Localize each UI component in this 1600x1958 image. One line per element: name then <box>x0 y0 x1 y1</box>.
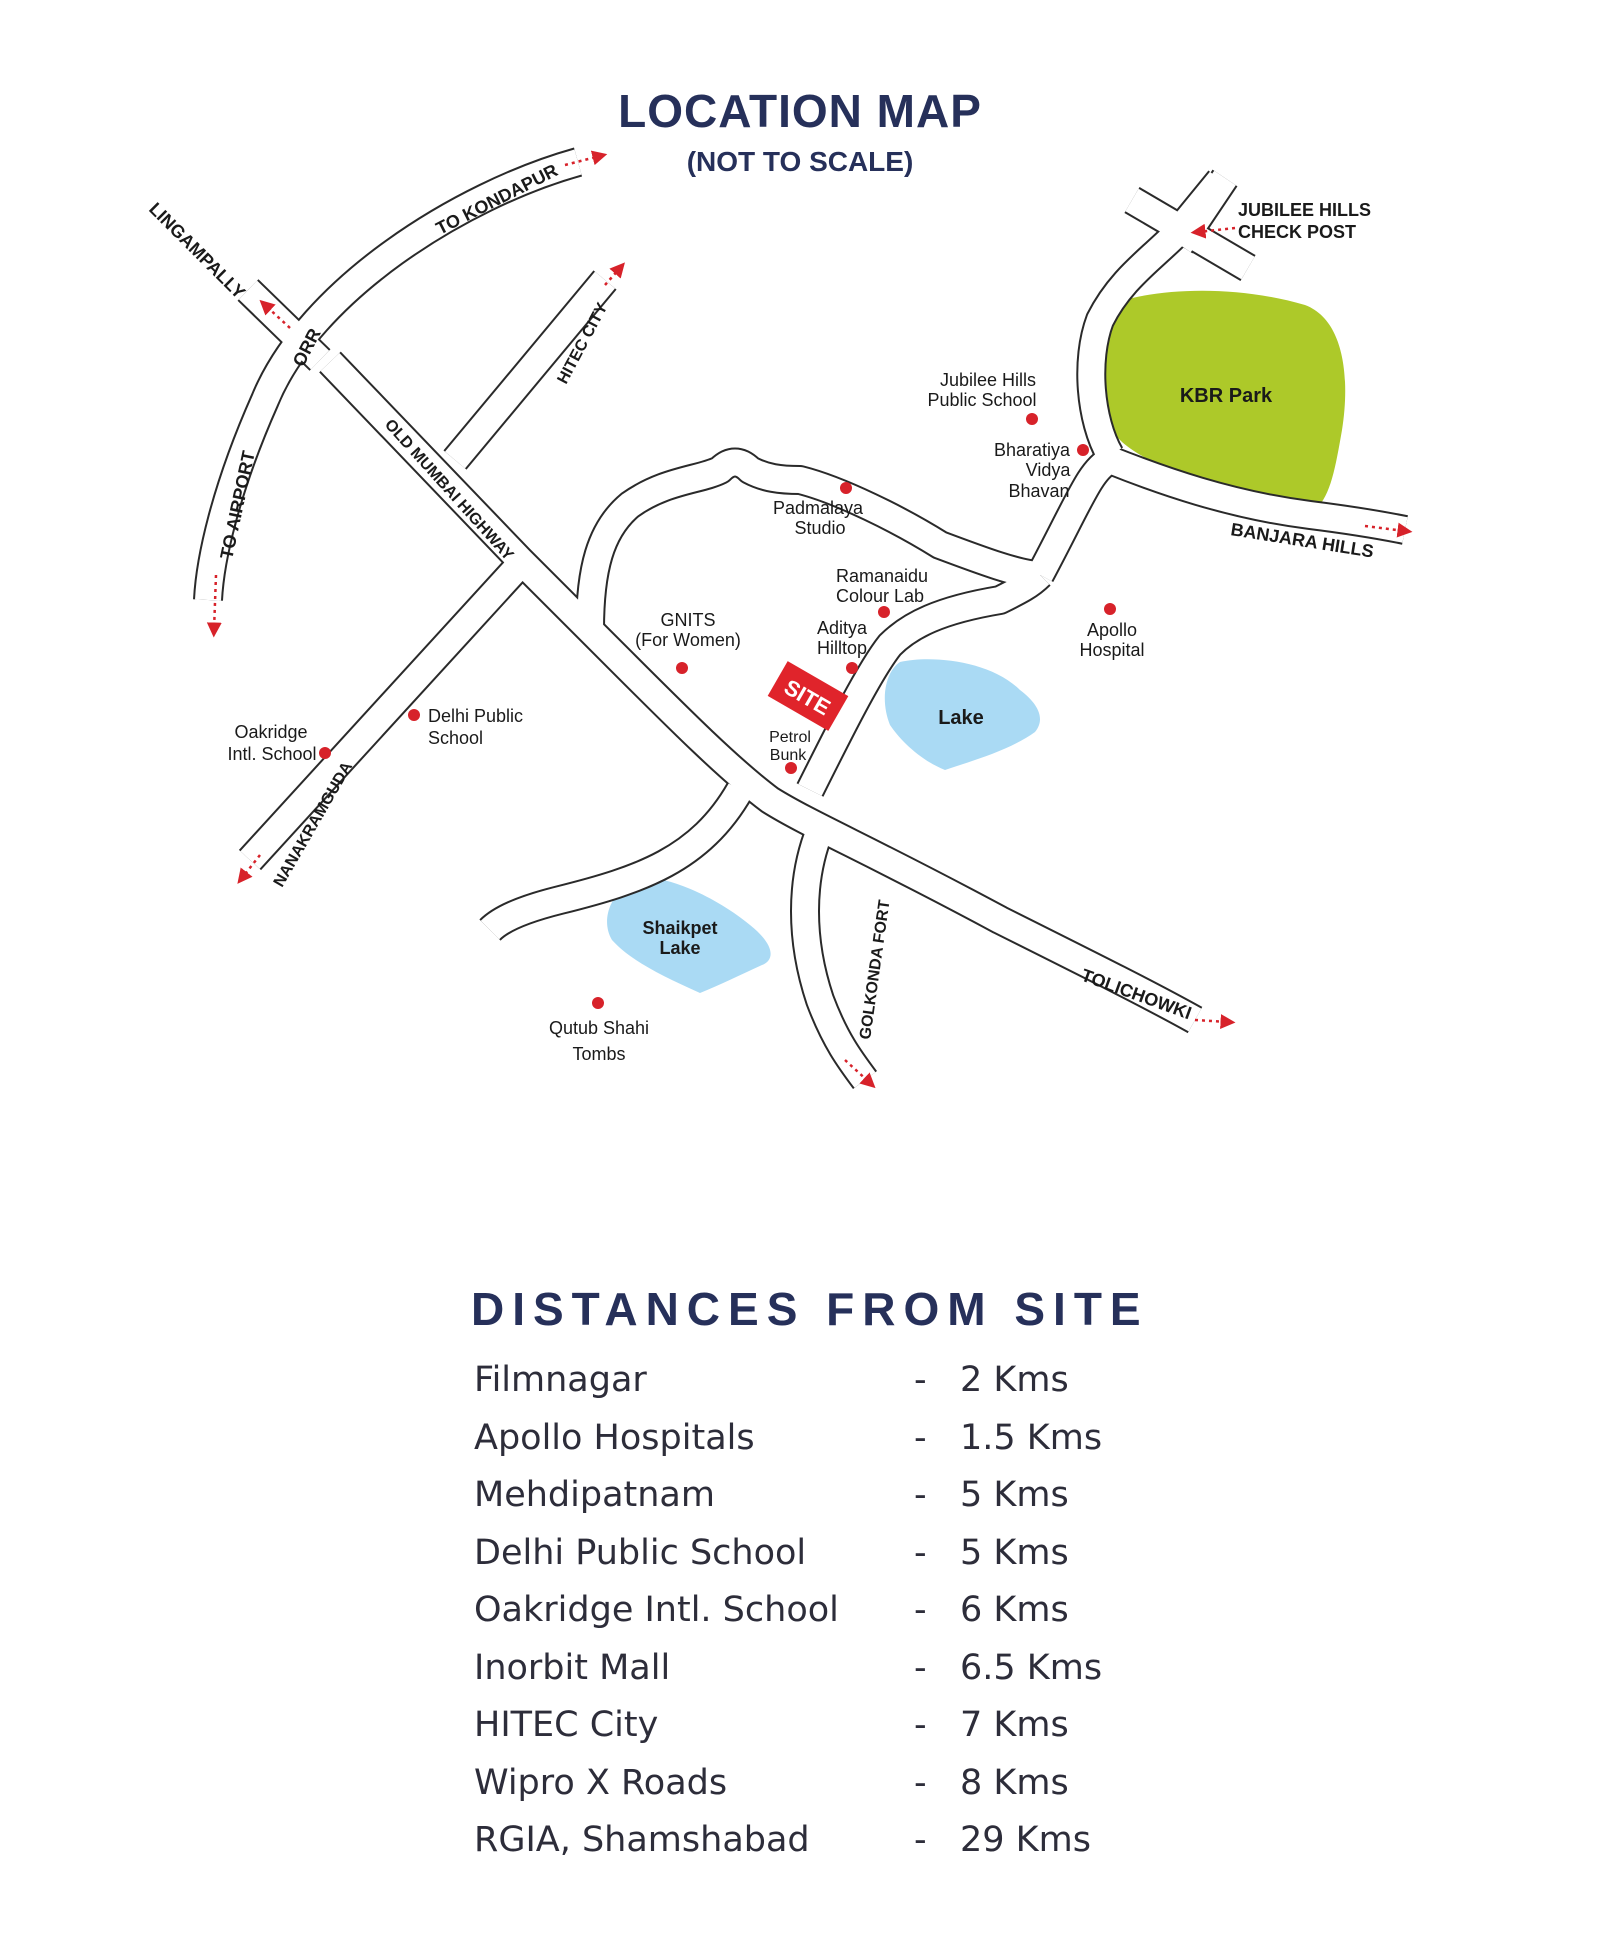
distance-place: Delhi Public School <box>474 1532 807 1573</box>
road-label-hitec-city: HITEC CITY <box>554 300 612 387</box>
label-aditya-2: Hilltop <box>816 638 868 658</box>
label-delhi-ps-2: School <box>428 728 484 748</box>
marker-qutub-shahi-tombs <box>592 997 604 1009</box>
distance-value: 7 Kms <box>960 1705 1069 1745</box>
page-title: LOCATION MAP <box>618 85 982 137</box>
distance-place: Apollo Hospitals <box>474 1417 755 1458</box>
distance-value: 29 Kms <box>960 1820 1091 1860</box>
distance-row <box>474 1533 1174 1591</box>
distance-place: Oakridge Intl. School <box>474 1590 839 1630</box>
label-ramanaidu-1: Ramanaidu <box>835 566 929 586</box>
distance-row <box>474 1418 1174 1476</box>
distances-list <box>474 1360 1174 1878</box>
label-aditya-1: Aditya <box>816 618 868 638</box>
arrow-tolichowki <box>1195 1020 1228 1022</box>
distance-separator: - <box>914 1532 927 1573</box>
marker-aditya-hilltop <box>846 662 858 674</box>
area-label-shaikpet-1: Shaikpet <box>642 918 718 938</box>
distance-value: 1.5 Kms <box>960 1417 1103 1458</box>
distance-value: 8 Kms <box>960 1762 1069 1803</box>
distance-separator: - <box>914 1705 927 1745</box>
area-label-lake: Lake <box>938 707 984 729</box>
distance-value: 6 Kms <box>960 1590 1069 1630</box>
marker-oakridge-school <box>319 747 331 759</box>
label-gnits-2: (For Women) <box>635 630 741 650</box>
label-qutub-2: Tombs <box>572 1044 626 1064</box>
marker-delhi-public-school <box>408 709 420 721</box>
distance-row <box>474 1590 1174 1648</box>
distance-row <box>474 1360 1174 1418</box>
distance-value: 5 Kms <box>960 1532 1069 1573</box>
distance-row <box>474 1648 1174 1706</box>
marker-ramanaidu-colour-lab <box>878 606 890 618</box>
distance-separator: - <box>914 1647 927 1688</box>
site-label: SITE <box>779 674 835 721</box>
distance-place: Mehdipatnam <box>474 1475 715 1515</box>
distance-row <box>474 1475 1174 1533</box>
road-label-orr: ORR <box>288 325 325 370</box>
distances-title: DISTANCES FROM SITE <box>471 1283 1149 1335</box>
marker-gnits <box>676 662 688 674</box>
label-padmalaya-1: Padmalaya <box>772 498 864 518</box>
label-petrol-1: Petrol <box>769 729 811 746</box>
distance-place: Inorbit Mall <box>474 1647 671 1688</box>
label-padmalaya-2: Studio <box>794 518 846 538</box>
distance-value: 6.5 Kms <box>960 1647 1103 1688</box>
road-label-checkpost-1: JUBILEE HILLS <box>1238 200 1372 220</box>
label-gnits-1: GNITS <box>660 610 716 630</box>
label-apollo-2: Hospital <box>1079 640 1145 660</box>
road-label-airport: TO AIRPORT <box>216 449 259 561</box>
distance-place: HITEC City <box>474 1705 659 1745</box>
road-label-golkonda-fort: GOLKONDA FORT <box>857 898 894 1041</box>
road-label-checkpost-2: CHECK POST <box>1238 222 1357 242</box>
marker-padmalaya-studio <box>840 482 852 494</box>
label-delhi-ps-1: Delhi Public <box>428 706 524 726</box>
distance-separator: - <box>914 1820 927 1860</box>
label-apollo-1: Apollo <box>1086 620 1138 640</box>
distance-separator: - <box>914 1762 927 1803</box>
label-oakridge-2: Intl. School <box>227 744 317 764</box>
road-label-old-mumbai-highway: OLD MUMBAI HIGHWAY <box>381 416 517 564</box>
label-bharatiya-2: Vidya <box>1025 460 1071 480</box>
distance-row <box>474 1705 1174 1763</box>
label-qutub-1: Qutub Shahi <box>548 1018 650 1038</box>
road-label-kondapur: TO KONDAPUR <box>432 160 561 239</box>
label-jubilee-hills-school-1: Jubilee Hills <box>939 370 1037 390</box>
page-subtitle: (NOT TO SCALE) <box>686 146 914 177</box>
marker-jubilee-hills-school <box>1026 413 1038 425</box>
area-label-kbr-park: KBR Park <box>1179 385 1273 407</box>
distance-separator: - <box>914 1590 927 1630</box>
label-bharatiya-1: Bharatiya <box>993 440 1071 460</box>
distance-value: 5 Kms <box>960 1475 1069 1515</box>
distance-row <box>474 1763 1174 1821</box>
label-bharatiya-3: Bhavan <box>1008 481 1070 501</box>
distance-row <box>474 1820 1174 1878</box>
area-label-shaikpet-2: Lake <box>659 938 701 958</box>
distance-value: 2 Kms <box>960 1360 1069 1400</box>
distance-separator: - <box>914 1360 927 1400</box>
distance-place: RGIA, Shamshabad <box>474 1820 810 1860</box>
road-label-nanakramguda: NANAKRAMGUDA <box>270 759 357 890</box>
marker-bharatiya-vidya-bhavan <box>1077 444 1089 456</box>
distance-place: Wipro X Roads <box>474 1762 728 1803</box>
label-ramanaidu-2: Colour Lab <box>835 586 925 606</box>
road-label-tolichowki: TOLICHOWKI <box>1078 964 1195 1024</box>
distance-place: Filmnagar <box>474 1360 647 1400</box>
label-jubilee-hills-school-2: Public School <box>927 390 1037 410</box>
distance-separator: - <box>914 1417 927 1458</box>
marker-apollo-hospital <box>1104 603 1116 615</box>
label-petrol-2: Bunk <box>769 747 807 764</box>
road-label-lingampally: LINGAMPALLY <box>145 198 250 303</box>
label-oakridge-1: Oakridge <box>234 722 308 742</box>
road-label-banjara-hills: BANJARA HILLS <box>1229 519 1376 562</box>
distance-separator: - <box>914 1475 927 1515</box>
